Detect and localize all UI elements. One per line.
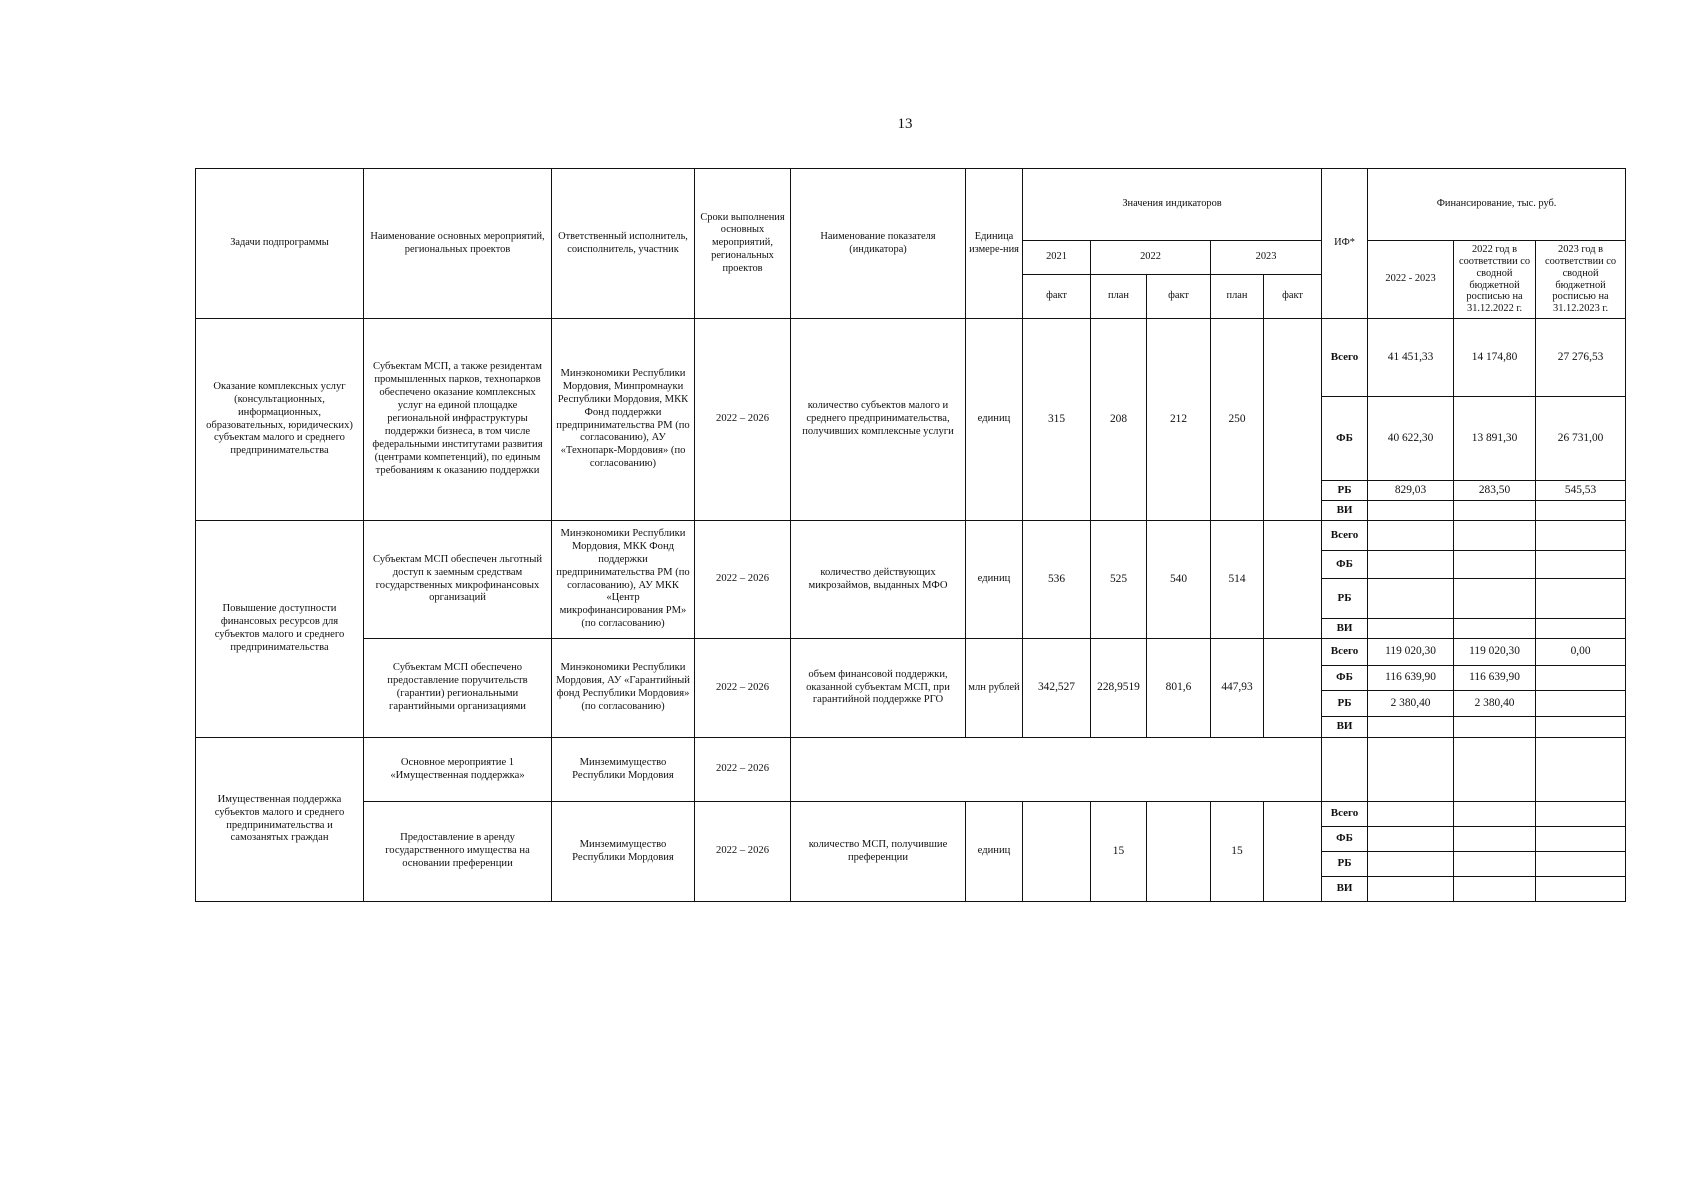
- indicator-cell: количество действующих микрозаймов, выданных МФО: [791, 521, 966, 639]
- fin-total-cell: [1368, 717, 1454, 738]
- value-2023-plan: 447,93: [1211, 639, 1264, 738]
- executor-cell: Минэкономики Республики Мордовия, МКК Фонд поддержки предпринимательства РМ (по согласованию), АУ МКК «Центр микрофинансирования РМ» (по согласованию): [552, 521, 695, 639]
- header-year-2022: 2022: [1091, 241, 1211, 275]
- value-2022-plan: 15: [1091, 802, 1147, 902]
- fin-2023-cell: 0,00: [1536, 639, 1626, 666]
- fin-total-cell: [1368, 551, 1454, 579]
- unit-cell: единиц: [966, 319, 1023, 521]
- value-2022-plan: 208: [1091, 319, 1147, 521]
- table-row: [196, 802, 1626, 827]
- source-vi: ВИ: [1322, 717, 1368, 738]
- value-2023-fact: [1264, 521, 1322, 639]
- fin-2022-cell: [1454, 802, 1536, 827]
- fin-total-cell: [1368, 827, 1454, 852]
- executor-cell: Минэкономики Республики Мордовия, Минпромнауки Республики Мордовия, МКК Фонд поддержки предпринимательства РМ (по согласованию), АУ «Технопарк-Мордовия» (по согласованию): [552, 319, 695, 521]
- fin-2023-cell: [1536, 802, 1626, 827]
- indicator-cell: количество субъектов малого и среднего предпринимательства, получивших комплексные услуги: [791, 319, 966, 521]
- value-2022-fact: 540: [1147, 521, 1211, 639]
- fin-total-cell: 116 639,90: [1368, 666, 1454, 691]
- table-row: [196, 639, 1626, 666]
- value-2021-fact: [1023, 802, 1091, 902]
- measure-cell: Субъектам МСП обеспечено предоставление поручительств (гарантии) региональными гарантийными организациями: [364, 639, 552, 738]
- fin-2023-cell: [1536, 717, 1626, 738]
- header-financing: Финансирование, тыс. руб.: [1368, 169, 1626, 241]
- task-cell: Повышение доступности финансовых ресурсов для субъектов малого и среднего предпринимательства: [196, 521, 364, 738]
- indicator-cell: количество МСП, получившие преференции: [791, 802, 966, 902]
- unit-cell: единиц: [966, 521, 1023, 639]
- value-2023-plan: 15: [1211, 802, 1264, 902]
- header-year-2021: 2021: [1023, 241, 1091, 275]
- fin-2023-cell: [1536, 579, 1626, 619]
- header-indicator-values: Значения индикаторов: [1023, 169, 1322, 241]
- value-2022-fact: 212: [1147, 319, 1211, 521]
- source-fb: ФБ: [1322, 551, 1368, 579]
- fin-2023-cell: [1536, 666, 1626, 691]
- value-2021-fact: 315: [1023, 319, 1091, 521]
- measure-cell: Основное мероприятие 1 «Имущественная поддержка»: [364, 738, 552, 802]
- fin-total-cell: 829,03: [1368, 481, 1454, 501]
- indicator-cell: объем финансовой поддержки, оказанной субъектам МСП, при гарантийной поддержке РГО: [791, 639, 966, 738]
- program-table: [195, 168, 1626, 902]
- source-fb: ФБ: [1322, 827, 1368, 852]
- value-2022-plan: 525: [1091, 521, 1147, 639]
- fin-2023-cell: 545,53: [1536, 481, 1626, 501]
- source-rb: РБ: [1322, 691, 1368, 717]
- fin-2023-cell: [1536, 827, 1626, 852]
- fin-2023-cell: [1536, 619, 1626, 639]
- source-vi: ВИ: [1322, 877, 1368, 902]
- fin-2022-cell: [1454, 827, 1536, 852]
- executor-cell: Минземимущество Республики Мордовия: [552, 738, 695, 802]
- source-vi: ВИ: [1322, 501, 1368, 521]
- source-rb: РБ: [1322, 481, 1368, 501]
- fin-2022-cell: 13 891,30: [1454, 397, 1536, 481]
- fin-2022-cell: [1454, 521, 1536, 551]
- header-indicator: Наименование показателя (индикатора): [791, 169, 966, 319]
- header-source: ИФ*: [1322, 169, 1368, 319]
- fin-total-cell: [1368, 619, 1454, 639]
- source-fb: ФБ: [1322, 397, 1368, 481]
- empty-indicator-span: [791, 738, 1322, 802]
- page-number: 13: [897, 116, 913, 132]
- fin-2023-cell: 27 276,53: [1536, 319, 1626, 397]
- fin-total-cell: [1368, 852, 1454, 877]
- fin-2022-cell: 2 380,40: [1454, 691, 1536, 717]
- source-rb: РБ: [1322, 852, 1368, 877]
- value-2023-fact: [1264, 319, 1322, 521]
- executor-cell: Минземимущество Республики Мордовия: [552, 802, 695, 902]
- fin-2023-cell: [1536, 877, 1626, 902]
- fin-2022-cell: [1454, 579, 1536, 619]
- fin-total-cell: [1368, 579, 1454, 619]
- fin-2022-cell: [1454, 717, 1536, 738]
- fin-2023-cell: 26 731,00: [1536, 397, 1626, 481]
- source-total: Всего: [1322, 639, 1368, 666]
- source-rb: РБ: [1322, 579, 1368, 619]
- header-row: [196, 169, 1626, 241]
- executor-cell: Минэкономики Республики Мордовия, АУ «Гарантийный фонд Республики Мордовия» (по согласованию): [552, 639, 695, 738]
- header-executor: Ответственный исполнитель, соисполнитель, участник: [552, 169, 695, 319]
- measure-cell: Субъектам МСП, а также резидентам промышленных парков, технопарков обеспечено оказание комплексных услуг на единой площадке региональной инфраструктуры поддержки бизнеса, в том числе федеральными институтами развития (центрами компетенций), по единым требованиям к оказанию поддержки: [364, 319, 552, 521]
- terms-cell: 2022 – 2026: [695, 738, 791, 802]
- empty-fin-cell: [1368, 738, 1454, 802]
- fin-2022-cell: 14 174,80: [1454, 319, 1536, 397]
- value-2023-fact: [1264, 639, 1322, 738]
- header-year-2023: 2023: [1211, 241, 1322, 275]
- table-row: [196, 738, 1626, 802]
- unit-cell: единиц: [966, 802, 1023, 902]
- fin-2023-cell: [1536, 852, 1626, 877]
- header-tasks: Задачи подпрограммы: [196, 169, 364, 319]
- fin-2022-cell: [1454, 877, 1536, 902]
- fin-2022-cell: 119 020,30: [1454, 639, 1536, 666]
- fin-total-cell: 119 020,30: [1368, 639, 1454, 666]
- task-cell: Имущественная поддержка субъектов малого и среднего предпринимательства и самозанятых граждан: [196, 738, 364, 902]
- fin-total-cell: [1368, 802, 1454, 827]
- fin-2023-cell: [1536, 691, 1626, 717]
- value-2023-plan: 250: [1211, 319, 1264, 521]
- value-2021-fact: 536: [1023, 521, 1091, 639]
- fin-total-cell: 40 622,30: [1368, 397, 1454, 481]
- header-measures: Наименование основных мероприятий, региональных проектов: [364, 169, 552, 319]
- source-total: Всего: [1322, 521, 1368, 551]
- fin-2022-cell: [1454, 501, 1536, 521]
- source-total: Всего: [1322, 802, 1368, 827]
- terms-cell: 2022 – 2026: [695, 639, 791, 738]
- terms-cell: 2022 – 2026: [695, 521, 791, 639]
- header-fin-2023: 2023 год в соответствии со сводной бюджетной росписью на 31.12.2023 г.: [1536, 241, 1626, 319]
- header-fin-2022: 2022 год в соответствии со сводной бюджетной росписью на 31.12.2022 г.: [1454, 241, 1536, 319]
- header-plan-2022: план: [1091, 275, 1147, 319]
- fin-total-cell: [1368, 521, 1454, 551]
- fin-2022-cell: [1454, 551, 1536, 579]
- value-2021-fact: 342,527: [1023, 639, 1091, 738]
- fin-total-cell: 2 380,40: [1368, 691, 1454, 717]
- value-2022-fact: [1147, 802, 1211, 902]
- fin-2022-cell: 283,50: [1454, 481, 1536, 501]
- fin-2023-cell: [1536, 521, 1626, 551]
- value-2022-plan: 228,9519: [1091, 639, 1147, 738]
- header-fact-2023: факт: [1264, 275, 1322, 319]
- value-2023-plan: 514: [1211, 521, 1264, 639]
- unit-cell: млн рублей: [966, 639, 1023, 738]
- table-row: [196, 319, 1626, 397]
- terms-cell: 2022 – 2026: [695, 802, 791, 902]
- fin-2023-cell: [1536, 501, 1626, 521]
- empty-source-cell: [1322, 738, 1368, 802]
- value-2022-fact: 801,6: [1147, 639, 1211, 738]
- header-fin-total: 2022 - 2023: [1368, 241, 1454, 319]
- header-fact-2021: факт: [1023, 275, 1091, 319]
- fin-total-cell: 41 451,33: [1368, 319, 1454, 397]
- empty-fin-cell: [1454, 738, 1536, 802]
- fin-2023-cell: [1536, 551, 1626, 579]
- fin-2022-cell: [1454, 852, 1536, 877]
- table-row: [196, 521, 1626, 551]
- header-terms: Сроки выполнения основных мероприятий, региональных проектов: [695, 169, 791, 319]
- fin-total-cell: [1368, 501, 1454, 521]
- header-plan-2023: план: [1211, 275, 1264, 319]
- source-vi: ВИ: [1322, 619, 1368, 639]
- source-fb: ФБ: [1322, 666, 1368, 691]
- fin-2022-cell: [1454, 619, 1536, 639]
- fin-2022-cell: 116 639,90: [1454, 666, 1536, 691]
- fin-total-cell: [1368, 877, 1454, 902]
- measure-cell: Субъектам МСП обеспечен льготный доступ к заемным средствам государственных микрофинансовых организаций: [364, 521, 552, 639]
- header-fact-2022: факт: [1147, 275, 1211, 319]
- header-unit: Единица измере-ния: [966, 169, 1023, 319]
- measure-cell: Предоставление в аренду государственного имущества на основании преференции: [364, 802, 552, 902]
- source-total: Всего: [1322, 319, 1368, 397]
- empty-fin-cell: [1536, 738, 1626, 802]
- value-2023-fact: [1264, 802, 1322, 902]
- task-cell: Оказание комплексных услуг (консультационных, информационных, образовательных, юридических) субъектам малого и среднего предпринимательства: [196, 319, 364, 521]
- terms-cell: 2022 – 2026: [695, 319, 791, 521]
